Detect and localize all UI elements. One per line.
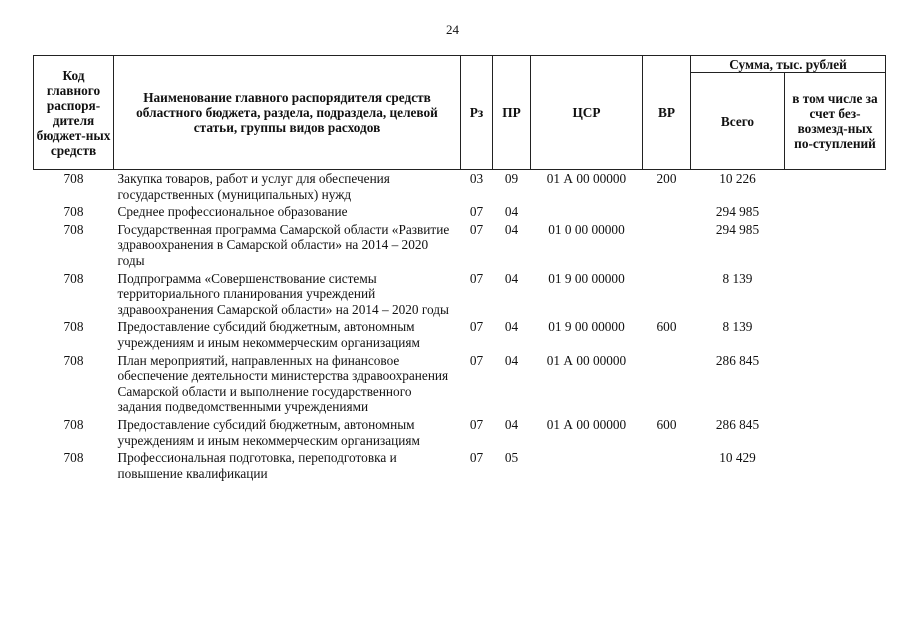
cell-total: 10 429 bbox=[719, 450, 756, 466]
cell-free bbox=[785, 170, 886, 205]
cell-code: 708 bbox=[63, 450, 84, 466]
cell-vr bbox=[643, 450, 691, 483]
cell-code: 708 bbox=[63, 204, 84, 220]
cell-vr: 600 bbox=[656, 319, 677, 335]
header-vr: ВР bbox=[643, 56, 691, 170]
table-row bbox=[34, 222, 886, 271]
cell-vr: 600 bbox=[656, 416, 677, 432]
page-number: 24 bbox=[446, 22, 459, 37]
cell-code: 708 bbox=[63, 352, 84, 368]
cell-total: 8 139 bbox=[722, 270, 753, 286]
cell-vr bbox=[643, 271, 691, 320]
table-body bbox=[34, 170, 886, 484]
cell-name: Предоставление субсидий бюджетным, автономным учреждениям и иным некоммерческим организациям bbox=[117, 319, 420, 350]
cell-name: Предоставление субсидий бюджетным, автономным учреждениям и иным некоммерческим организациям bbox=[117, 416, 420, 448]
cell-rz: 07 bbox=[469, 352, 484, 368]
cell-name: Государственная программа Самарской области «Развитие здравоохранения в Самарской области» на 2014 – 2020 годы bbox=[117, 221, 450, 268]
table-header bbox=[34, 56, 886, 170]
cell-rz: 07 bbox=[469, 450, 484, 466]
header-free: в том числе за счет без-возмезд-ных по-ступлений bbox=[785, 73, 886, 170]
cell-free bbox=[785, 271, 886, 320]
cell-free bbox=[785, 417, 886, 450]
cell-code: 708 bbox=[63, 221, 84, 237]
header-sum: Сумма, тыс. рублей bbox=[691, 56, 886, 73]
cell-pr: 04 bbox=[504, 352, 519, 368]
cell-name: Среднее профессиональное образование bbox=[117, 204, 348, 220]
cell-pr: 09 bbox=[504, 171, 519, 186]
cell-csr bbox=[531, 450, 643, 483]
cell-vr bbox=[643, 222, 691, 271]
cell-pr: 04 bbox=[504, 416, 519, 432]
cell-rz: 07 bbox=[469, 204, 484, 220]
cell-vr bbox=[643, 204, 691, 222]
cell-code: 708 bbox=[63, 270, 84, 286]
cell-code: 708 bbox=[63, 416, 84, 432]
cell-vr: 200 bbox=[656, 171, 677, 186]
cell-pr: 04 bbox=[504, 221, 519, 237]
cell-free bbox=[785, 353, 886, 417]
cell-total: 286 845 bbox=[715, 352, 760, 368]
table-row bbox=[34, 417, 886, 450]
cell-code: 708 bbox=[63, 319, 84, 335]
cell-pr: 04 bbox=[504, 204, 519, 220]
table-row bbox=[34, 271, 886, 320]
cell-free bbox=[785, 319, 886, 352]
cell-name: Подпрограмма «Совершенствование системы территориального планирования учреждений здравоохранения Самарской области» на 2014 – 2020 годы bbox=[117, 270, 449, 317]
cell-total: 294 985 bbox=[715, 204, 760, 220]
cell-free bbox=[785, 204, 886, 222]
cell-vr bbox=[643, 353, 691, 417]
cell-csr: 01 9 00 00000 bbox=[548, 319, 625, 335]
cell-name: План мероприятий, направленных на финансовое обеспечение деятельности министерства здравоохранения Самарской области и выполнение государственного задания подведомственными учреждениями bbox=[117, 352, 449, 415]
cell-pr: 04 bbox=[504, 270, 519, 286]
table-row bbox=[34, 170, 886, 205]
cell-csr: 01 0 00 00000 bbox=[548, 221, 625, 237]
cell-free bbox=[785, 222, 886, 271]
cell-total: 8 139 bbox=[722, 319, 753, 335]
cell-pr: 05 bbox=[504, 450, 519, 466]
cell-rz: 07 bbox=[469, 319, 484, 335]
cell-free bbox=[785, 450, 886, 483]
cell-csr: 01 А 00 00000 bbox=[546, 352, 627, 368]
cell-rz: 07 bbox=[469, 270, 484, 286]
cell-csr: 01 9 00 00000 bbox=[548, 270, 625, 286]
table-row bbox=[34, 353, 886, 417]
cell-code: 708 bbox=[63, 171, 84, 186]
cell-csr: 01 А 00 00000 bbox=[546, 171, 627, 186]
header-pr: ПР bbox=[493, 56, 531, 170]
header-name: Наименование главного распорядителя средств областного бюджета, раздела, подраздела, целевой статьи, группы видов расходов bbox=[114, 56, 461, 170]
budget-table bbox=[33, 55, 886, 483]
header-code: Код главного распоря-дителя бюджет-ных средств bbox=[34, 56, 114, 170]
header-csr: ЦСР bbox=[531, 56, 643, 170]
header-total: Всего bbox=[691, 73, 785, 170]
cell-name: Закупка товаров, работ и услуг для обеспечения государственных (муниципальных) нужд bbox=[117, 171, 390, 202]
cell-total: 286 845 bbox=[715, 416, 760, 432]
cell-rz: 07 bbox=[469, 221, 484, 237]
cell-name: Профессиональная подготовка, переподготовка и повышение квалификации bbox=[117, 450, 397, 481]
cell-rz: 03 bbox=[469, 171, 484, 186]
cell-total: 294 985 bbox=[715, 221, 760, 237]
cell-csr bbox=[531, 204, 643, 222]
cell-total: 10 226 bbox=[719, 171, 756, 186]
table-row bbox=[34, 204, 886, 222]
table-row bbox=[34, 319, 886, 352]
table-row bbox=[34, 450, 886, 483]
cell-rz: 07 bbox=[469, 416, 484, 432]
cell-csr: 01 А 00 00000 bbox=[546, 416, 627, 432]
cell-pr: 04 bbox=[504, 319, 519, 335]
header-rz: Рз bbox=[461, 56, 493, 170]
